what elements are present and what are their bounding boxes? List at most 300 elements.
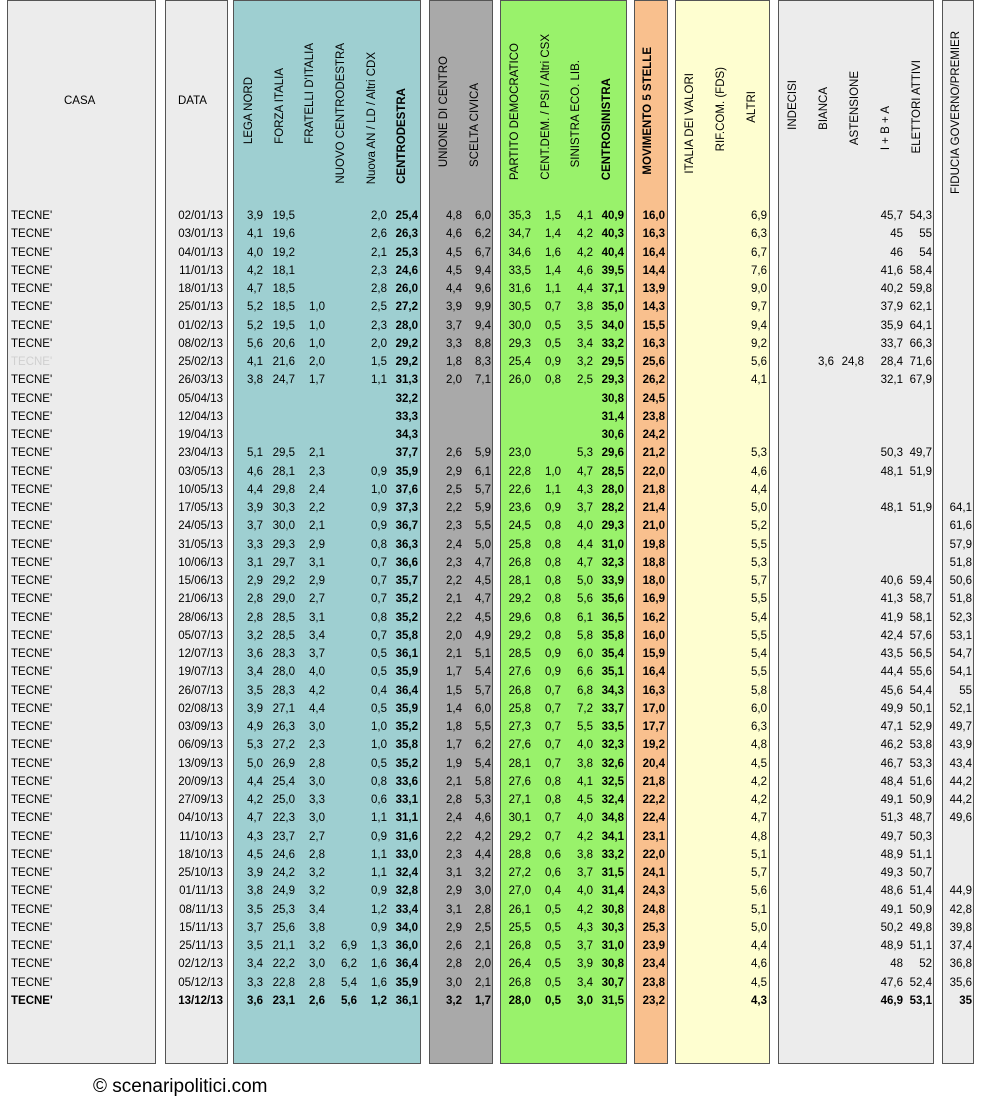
cell-udc: 1,7 <box>446 666 462 679</box>
cell-sel: 3,8 <box>577 848 593 861</box>
cell-scelta-civica: 3,2 <box>475 867 491 879</box>
cell-altri: 4,6 <box>751 465 767 478</box>
cell-cd-psi: 1,5 <box>545 210 561 222</box>
cell-elettori: 53,1 <box>909 994 932 1007</box>
cell-pd: 26,8 <box>508 684 531 697</box>
cell-cd-psi: 0,7 <box>545 739 561 752</box>
cell-scelta-civica: 4,7 <box>475 556 491 569</box>
cell-casa: TECNE' <box>11 848 53 861</box>
cell-elettori: 58,1 <box>909 611 932 624</box>
cell-lega-nord: 3,9 <box>247 210 263 222</box>
cell-iba: 48,1 <box>880 465 903 478</box>
cell-cd-psi: 0,8 <box>545 611 561 624</box>
cell-sel: 4,4 <box>577 283 593 295</box>
cell-elettori: 51,9 <box>909 465 932 478</box>
cell-data: 19/07/13 <box>178 666 223 679</box>
cell-altri: 9,4 <box>751 319 767 332</box>
cell-scelta-civica: 5,9 <box>475 502 491 514</box>
cell-fratelli-italia: 1,0 <box>309 301 325 314</box>
cell-data: 08/11/13 <box>179 903 223 916</box>
cell-forza-italia: 29,5 <box>272 447 295 460</box>
cell-iba: 40,6 <box>880 575 903 587</box>
cell-sel: 3,4 <box>577 976 593 989</box>
cell-nuova-an: 2,3 <box>371 319 387 332</box>
cell-cd-psi: 0,8 <box>545 629 561 642</box>
cell-altri: 5,2 <box>751 520 767 533</box>
cell-nuova-an: 1,0 <box>371 721 387 733</box>
cell-m5s: 16,3 <box>642 684 665 697</box>
cell-iba: 46,9 <box>880 994 903 1007</box>
cell-forza-italia: 21,1 <box>272 940 295 952</box>
cell-iba: 40,2 <box>880 283 903 295</box>
cell-casa: TECNE' <box>11 757 53 770</box>
cell-elettori: 52,9 <box>909 721 932 733</box>
cell-fiducia: 44,9 <box>949 885 972 898</box>
cell-centrosinistra: 28,5 <box>601 465 624 478</box>
cell-data: 19/04/13 <box>178 429 223 441</box>
cell-elettori: 50,9 <box>909 794 932 806</box>
cell-forza-italia: 29,8 <box>272 483 295 496</box>
cell-scelta-civica: 5,1 <box>475 648 491 660</box>
cell-fratelli-italia: 4,2 <box>309 684 325 697</box>
cell-altri: 6,3 <box>751 228 767 241</box>
cell-fiducia: 35 <box>959 994 972 1007</box>
cell-elettori: 52,4 <box>909 976 932 989</box>
cell-nuova-an: 0,7 <box>371 593 387 606</box>
header-casa: CASA <box>64 95 96 107</box>
cell-m5s: 21,8 <box>642 483 665 496</box>
cell-centrodestra: 35,8 <box>395 629 418 642</box>
cell-iba: 49,1 <box>880 794 903 806</box>
cell-altri: 4,4 <box>751 483 767 496</box>
cell-sel: 4,2 <box>577 228 593 241</box>
cell-lega-nord: 3,5 <box>247 684 263 697</box>
cell-casa: TECNE' <box>11 356 53 368</box>
cell-pd: 29,2 <box>508 593 531 606</box>
cell-forza-italia: 19,2 <box>272 246 295 259</box>
cell-centrodestra: 35,9 <box>395 702 418 715</box>
cell-data: 08/02/13 <box>178 337 223 350</box>
cell-centrodestra: 36,4 <box>395 684 418 697</box>
cell-lega-nord: 4,0 <box>247 246 263 259</box>
cell-cd-psi: 0,6 <box>545 867 561 879</box>
cell-fiducia: 61,6 <box>949 520 972 533</box>
cell-fratelli-italia: 2,7 <box>309 830 325 843</box>
cell-scelta-civica: 4,5 <box>475 575 491 587</box>
cell-casa: TECNE' <box>11 958 53 971</box>
cell-iba: 44,4 <box>880 666 903 679</box>
cell-centrosinistra: 30,8 <box>601 392 624 405</box>
cell-centrosinistra: 30,8 <box>601 903 624 916</box>
cell-casa: TECNE' <box>11 319 53 332</box>
cell-cd-psi: 0,9 <box>545 648 561 660</box>
cell-nuova-an: 0,7 <box>371 556 387 569</box>
cell-udc: 4,5 <box>446 246 462 259</box>
cell-scelta-civica: 2,1 <box>475 976 491 989</box>
cell-fiducia: 37,4 <box>949 940 972 952</box>
cell-udc: 2,2 <box>446 611 462 624</box>
cell-altri: 4,2 <box>751 775 767 788</box>
cell-data: 23/04/13 <box>178 447 223 460</box>
cell-altri: 5,8 <box>751 684 767 697</box>
cell-fratelli-italia: 2,9 <box>309 575 325 587</box>
cell-astensione: 24,8 <box>841 356 864 368</box>
cell-centrodestra: 31,6 <box>395 830 418 843</box>
cell-cd-psi: 0,8 <box>545 575 561 587</box>
cell-cd-psi: 0,5 <box>545 921 561 934</box>
cell-sel: 4,2 <box>577 903 593 916</box>
cell-casa: TECNE' <box>11 556 53 569</box>
cell-cd-psi: 0,7 <box>545 830 561 843</box>
cell-m5s: 24,5 <box>642 392 665 405</box>
cell-scelta-civica: 6,7 <box>475 246 491 259</box>
cell-nuovo-cd: 6,9 <box>341 940 357 952</box>
header-lega-nord: LEGA NORD <box>243 76 255 144</box>
cell-data: 01/11/13 <box>179 885 223 898</box>
cell-centrosinistra: 30,7 <box>601 976 624 989</box>
cell-m5s: 21,8 <box>642 775 665 788</box>
cell-forza-italia: 27,1 <box>272 702 295 715</box>
cell-centrosinistra: 35,0 <box>601 301 624 314</box>
cell-iba: 49,9 <box>880 702 903 715</box>
cell-nuova-an: 1,2 <box>371 903 387 916</box>
cell-udc: 3,2 <box>446 994 462 1007</box>
cell-lega-nord: 4,1 <box>247 228 263 241</box>
cell-lega-nord: 4,5 <box>247 848 263 861</box>
header-elettori: ELETTORI ATTIVI <box>911 60 923 154</box>
cell-casa: TECNE' <box>11 283 53 295</box>
cell-sel: 3,8 <box>577 301 593 314</box>
cell-centrodestra: 35,2 <box>395 593 418 606</box>
cell-nuova-an: 2,0 <box>371 337 387 350</box>
cell-m5s: 24,2 <box>642 429 665 441</box>
cell-m5s: 24,8 <box>642 903 665 916</box>
cell-pd: 28,8 <box>508 848 531 861</box>
cell-fratelli-italia: 3,7 <box>309 648 325 660</box>
cell-nuova-an: 0,8 <box>371 538 387 551</box>
cell-nuova-an: 0,4 <box>371 684 387 697</box>
cell-lega-nord: 3,1 <box>247 556 263 569</box>
cell-elettori: 52 <box>919 958 932 971</box>
header-fiducia: FIDUCIA GOVERNO/PREMIER <box>950 31 962 194</box>
cell-data: 18/01/13 <box>178 283 223 295</box>
cell-m5s: 18,8 <box>642 556 665 569</box>
cell-altri: 5,1 <box>751 848 767 861</box>
cell-data: 26/03/13 <box>178 374 223 387</box>
cell-sel: 4,0 <box>577 812 593 825</box>
cell-forza-italia: 30,3 <box>272 502 295 514</box>
cell-data: 02/08/13 <box>178 702 223 715</box>
cell-centrosinistra: 29,3 <box>601 520 624 533</box>
cell-data: 15/06/13 <box>178 575 223 587</box>
cell-forza-italia: 24,6 <box>272 848 295 861</box>
cell-lega-nord: 5,2 <box>247 319 263 332</box>
cell-iba: 42,4 <box>880 629 903 642</box>
cell-data: 27/09/13 <box>178 794 223 806</box>
cell-nuova-an: 1,1 <box>371 848 387 861</box>
cell-udc: 2,1 <box>446 648 462 660</box>
cell-pd: 33,5 <box>508 264 531 277</box>
cell-centrosinistra: 40,9 <box>601 210 624 222</box>
cell-centrodestra: 28,0 <box>395 319 418 332</box>
cell-iba: 48,1 <box>880 502 903 514</box>
cell-scelta-civica: 5,4 <box>475 757 491 770</box>
cell-m5s: 17,0 <box>642 702 665 715</box>
cell-udc: 2,3 <box>446 848 462 861</box>
cell-sel: 4,0 <box>577 520 593 533</box>
cell-centrodestra: 32,8 <box>395 885 418 898</box>
cell-altri: 5,5 <box>751 666 767 679</box>
cell-nuova-an: 1,1 <box>371 374 387 387</box>
cell-casa: TECNE' <box>11 830 53 843</box>
cell-pd: 23,6 <box>508 502 531 514</box>
cell-fratelli-italia: 3,0 <box>309 775 325 788</box>
cell-sel: 4,0 <box>577 739 593 752</box>
cell-fiducia: 54,1 <box>949 666 972 679</box>
cell-sel: 3,7 <box>577 502 593 514</box>
cell-elettori: 54,4 <box>909 684 932 697</box>
cell-centrosinistra: 33,2 <box>601 848 624 861</box>
cell-data: 25/01/13 <box>178 301 223 314</box>
cell-m5s: 18,0 <box>642 575 665 587</box>
cell-pd: 28,0 <box>508 994 531 1007</box>
cell-iba: 46,2 <box>880 739 903 752</box>
cell-forza-italia: 29,0 <box>272 593 295 606</box>
cell-data: 25/02/13 <box>178 356 223 368</box>
cell-centrosinistra: 36,5 <box>601 611 624 624</box>
cell-centrodestra: 36,3 <box>395 538 418 551</box>
cell-altri: 5,7 <box>751 575 767 587</box>
cell-iba: 49,7 <box>880 830 903 843</box>
cell-scelta-civica: 5,3 <box>475 794 491 806</box>
header-pd: PARTITO DEMOCRATICO <box>509 42 521 180</box>
cell-scelta-civica: 4,7 <box>475 593 491 606</box>
cell-cd-psi: 1,1 <box>545 283 561 295</box>
cell-data: 01/02/13 <box>178 319 223 332</box>
cell-altri: 9,0 <box>751 283 767 295</box>
cell-centrosinistra: 35,6 <box>601 593 624 606</box>
cell-sel: 3,7 <box>577 867 593 879</box>
cell-elettori: 58,7 <box>909 593 932 606</box>
header-centrodestra: CENTRODESTRA <box>396 88 408 184</box>
cell-lega-nord: 3,4 <box>247 958 263 971</box>
cell-cd-psi: 1,4 <box>545 228 561 241</box>
cell-fratelli-italia: 2,8 <box>309 848 325 861</box>
cell-m5s: 19,2 <box>642 739 665 752</box>
cell-sel: 4,6 <box>577 264 593 277</box>
cell-lega-nord: 2,8 <box>247 611 263 624</box>
cell-sel: 4,1 <box>577 210 593 222</box>
cell-m5s: 21,4 <box>642 502 665 514</box>
cell-fratelli-italia: 3,8 <box>309 921 325 934</box>
cell-casa: TECNE' <box>11 465 53 478</box>
cell-m5s: 13,9 <box>642 283 665 295</box>
cell-nuovo-cd: 6,2 <box>341 958 357 971</box>
cell-fiducia: 44,2 <box>949 794 972 806</box>
cell-data: 06/09/13 <box>178 739 223 752</box>
cell-fratelli-italia: 2,8 <box>309 757 325 770</box>
cell-centrodestra: 33,6 <box>395 775 418 788</box>
header-forza-italia: FORZA ITALIA <box>274 68 286 144</box>
cell-altri: 4,1 <box>751 374 767 387</box>
cell-pd: 27,1 <box>508 794 531 806</box>
cell-iba: 50,2 <box>880 921 903 934</box>
cell-sel: 4,2 <box>577 830 593 843</box>
cell-udc: 3,7 <box>446 319 462 332</box>
cell-pd: 29,3 <box>508 337 531 350</box>
cell-fratelli-italia: 2,3 <box>309 465 325 478</box>
cell-forza-italia: 24,2 <box>272 867 295 879</box>
cell-forza-italia: 29,2 <box>272 575 295 587</box>
cell-elettori: 51,4 <box>909 885 932 898</box>
cell-centrodestra: 32,4 <box>395 867 418 879</box>
cell-lega-nord: 3,2 <box>247 629 263 642</box>
cell-udc: 2,6 <box>446 940 462 952</box>
cell-elettori: 53,8 <box>909 739 932 752</box>
cell-udc: 2,6 <box>446 447 462 460</box>
cell-casa: TECNE' <box>11 666 53 679</box>
cell-forza-italia: 27,2 <box>272 739 295 752</box>
cell-cd-psi: 0,7 <box>545 301 561 314</box>
cell-sel: 4,7 <box>577 465 593 478</box>
cell-iba: 45,6 <box>880 684 903 697</box>
cell-cd-psi: 0,8 <box>545 520 561 533</box>
cell-m5s: 25,3 <box>642 921 665 934</box>
cell-nuovo-cd: 5,4 <box>341 976 357 989</box>
cell-altri: 4,2 <box>751 794 767 806</box>
cell-sel: 7,2 <box>577 702 593 715</box>
cell-scelta-civica: 5,9 <box>475 447 491 460</box>
cell-m5s: 16,4 <box>642 246 665 259</box>
cell-altri: 6,0 <box>751 702 767 715</box>
cell-cd-psi: 0,5 <box>545 958 561 971</box>
cell-forza-italia: 25,6 <box>272 921 295 934</box>
cell-centrodestra: 37,3 <box>395 502 418 514</box>
cell-sel: 6,0 <box>577 648 593 660</box>
cell-pd: 26,0 <box>508 374 531 387</box>
cell-udc: 1,8 <box>446 721 462 733</box>
cell-cd-psi: 0,7 <box>545 702 561 715</box>
cell-udc: 4,5 <box>446 264 462 277</box>
cell-data: 13/09/13 <box>178 757 223 770</box>
cell-pd: 25,8 <box>508 702 531 715</box>
cell-sel: 6,8 <box>577 684 593 697</box>
cell-data: 04/01/13 <box>178 246 223 259</box>
cell-m5s: 14,3 <box>642 301 665 314</box>
cell-pd: 28,1 <box>508 575 531 587</box>
cell-fiducia: 53,1 <box>949 629 972 642</box>
cell-centrosinistra: 39,5 <box>601 264 624 277</box>
cell-pd: 26,1 <box>508 903 531 916</box>
cell-udc: 1,9 <box>446 757 462 770</box>
cell-centrosinistra: 33,2 <box>601 337 624 350</box>
cell-fratelli-italia: 2,8 <box>309 976 325 989</box>
cell-data: 13/12/13 <box>178 994 223 1007</box>
cell-pd: 34,6 <box>508 246 531 259</box>
cell-forza-italia: 29,3 <box>272 538 295 551</box>
cell-nuova-an: 2,0 <box>371 210 387 222</box>
cell-scelta-civica: 5,7 <box>475 483 491 496</box>
cell-fratelli-italia: 1,0 <box>309 337 325 350</box>
cell-fratelli-italia: 3,0 <box>309 812 325 825</box>
cell-elettori: 48,7 <box>909 812 932 825</box>
cell-lega-nord: 3,3 <box>247 976 263 989</box>
cell-casa: TECNE' <box>11 502 53 514</box>
cell-m5s: 23,4 <box>642 958 665 971</box>
cell-centrosinistra: 32,3 <box>601 556 624 569</box>
cell-forza-italia: 21,6 <box>272 356 295 368</box>
cell-casa: TECNE' <box>11 447 53 460</box>
cell-lega-nord: 5,0 <box>247 757 263 770</box>
header-sel: SINISTRA ECO. LIB. <box>570 59 582 167</box>
cell-centrosinistra: 31,4 <box>601 885 624 898</box>
cell-sel: 6,1 <box>577 611 593 624</box>
cell-iba: 45,7 <box>880 210 903 222</box>
cell-elettori: 66,3 <box>909 337 932 350</box>
cell-scelta-civica: 5,5 <box>475 721 491 733</box>
cell-m5s: 21,2 <box>642 447 665 460</box>
cell-nuova-an: 0,5 <box>371 648 387 660</box>
cell-lega-nord: 4,3 <box>247 830 263 843</box>
cell-altri: 5,5 <box>751 538 767 551</box>
cell-centrodestra: 33,3 <box>395 410 418 423</box>
cell-casa: TECNE' <box>11 702 53 715</box>
cell-fratelli-italia: 2,9 <box>309 538 325 551</box>
cell-forza-italia: 28,5 <box>272 629 295 642</box>
cell-altri: 5,6 <box>751 885 767 898</box>
cell-pd: 25,4 <box>508 356 531 368</box>
cell-forza-italia: 28,3 <box>272 684 295 697</box>
cell-lega-nord: 3,7 <box>247 520 263 533</box>
cell-udc: 3,1 <box>446 903 462 916</box>
cell-fiducia: 50,6 <box>949 575 972 587</box>
cell-casa: TECNE' <box>11 246 53 259</box>
cell-pd: 30,5 <box>508 301 531 314</box>
cell-elettori: 55,6 <box>909 666 932 679</box>
cell-sel: 3,8 <box>577 757 593 770</box>
header-indecisi: INDECISI <box>787 80 799 130</box>
cell-sel: 4,1 <box>577 775 593 788</box>
cell-fratelli-italia: 2,1 <box>309 520 325 533</box>
cell-centrosinistra: 31,4 <box>601 410 624 423</box>
cell-forza-italia: 23,7 <box>272 830 295 843</box>
cell-cd-psi: 0,7 <box>545 757 561 770</box>
cell-data: 10/06/13 <box>178 556 223 569</box>
cell-udc: 2,0 <box>446 374 462 387</box>
header-cd-psi: CENT.DEM. / PSI / Altri CSX <box>540 34 552 180</box>
cell-centrodestra: 35,9 <box>395 666 418 679</box>
cell-centrodestra: 34,3 <box>395 429 418 441</box>
cell-pd: 26,8 <box>508 940 531 952</box>
cell-cd-psi: 1,1 <box>545 483 561 496</box>
cell-data: 10/05/13 <box>178 483 223 496</box>
header-centrosinistra: CENTROSINISTRA <box>601 77 613 180</box>
cell-lega-nord: 4,7 <box>247 283 263 295</box>
cell-iba: 48,4 <box>880 775 903 788</box>
cell-centrodestra: 25,3 <box>395 246 418 259</box>
cell-nuova-an: 0,5 <box>371 702 387 715</box>
cell-centrosinistra: 35,8 <box>601 629 624 642</box>
cell-forza-italia: 19,5 <box>272 319 295 332</box>
cell-elettori: 53,3 <box>909 757 932 770</box>
cell-casa: TECNE' <box>11 429 53 441</box>
cell-fiducia: 64,1 <box>949 502 972 514</box>
cell-iba: 41,3 <box>880 593 903 606</box>
cell-altri: 4,6 <box>751 958 767 971</box>
cell-elettori: 67,9 <box>909 374 932 387</box>
cell-udc: 4,4 <box>446 283 462 295</box>
cell-altri: 4,7 <box>751 812 767 825</box>
